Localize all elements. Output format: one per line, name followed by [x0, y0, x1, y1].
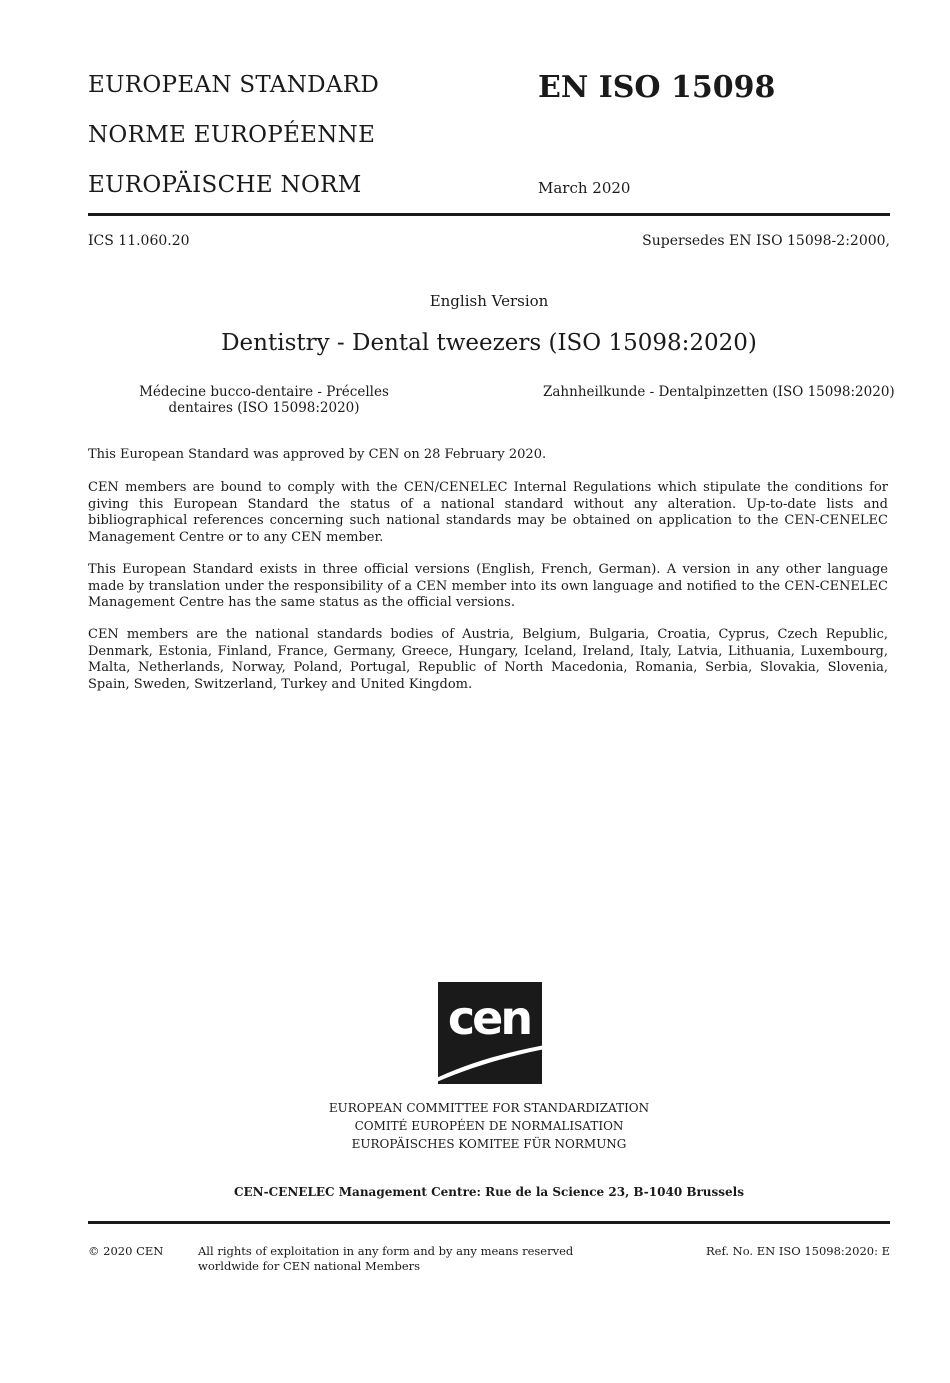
- cen-logo-graphic: [438, 982, 550, 1084]
- title-french: NORME EUROPÉENNE: [88, 122, 376, 148]
- compliance-paragraph: CEN members are bound to comply with the CEN/CENELEC Internal Regulations which stipulate the conditions for giving this European Standard the status of a national standard without any alteration. Up-to-date lists and bibliographical references concerning such national standards may be obtained on application to the CEN-CENELEC Management Centre or to any CEN member.: [88, 480, 888, 545]
- committee-german: EUROPÄISCHES KOMITEE FÜR NORMUNG: [351, 1137, 627, 1151]
- version-label: English Version: [429, 292, 549, 310]
- publication-date: March 2020: [538, 179, 631, 197]
- committee-english: EUROPEAN COMMITTEE FOR STANDARDIZATION: [328, 1101, 650, 1115]
- cen-logo: [438, 982, 550, 1084]
- header-divider: [88, 213, 890, 216]
- management-centre-address: CEN-CENELEC Management Centre: Rue de la Science 23, B-1040 Brussels: [233, 1185, 744, 1199]
- members-paragraph: CEN members are the national standards bodies of Austria, Belgium, Bulgaria, Croatia, Cyprus, Czech Republic, Denmark, Estonia, Finland, France, Germany, Greece, Hungary, Iceland, Ireland, Italy, Latvia, Lithuania, Luxembourg, Malta, Netherlands, Norway, Poland, Portugal, Republic of North Macedonia, Romania, Serbia, Slovakia, Slovenia, Spain, Sweden, Switzerland, Turkey and United Kingdom.: [88, 627, 888, 692]
- approval-paragraph: This European Standard was approved by CEN on 28 February 2020.: [88, 447, 547, 462]
- title-french-translation: [100, 384, 428, 416]
- standard-number: EN ISO 15098: [538, 70, 776, 105]
- rights-statement: [198, 1244, 573, 1274]
- title-english: EUROPEAN STANDARD: [88, 72, 380, 98]
- ics-code: ICS 11.060.20: [88, 233, 190, 249]
- versions-paragraph: This European Standard exists in three official versions (English, French, German). A version in any other language made by translation under the responsibility of a CEN member into its own language and notified to the CEN-CENELEC Management Centre has the same status as the official versions.: [88, 562, 888, 610]
- committee-names: [0, 1099, 950, 1153]
- title-german: EUROPÄISCHE NORM: [88, 172, 362, 198]
- rights-line-2: worldwide for CEN national Members: [198, 1259, 421, 1273]
- title-french-line-1: Médecine bucco-dentaire - Précelles: [139, 384, 389, 400]
- title-german-translation: Zahnheilkunde - Dentalpinzetten (ISO 15098:2020): [543, 384, 895, 400]
- committee-french: COMITÉ EUROPÉEN DE NORMALISATION: [354, 1119, 624, 1133]
- main-title: Dentistry - Dental tweezers (ISO 15098:2020): [221, 330, 757, 356]
- footer-divider: [88, 1221, 890, 1224]
- cen-logo-text: cen: [447, 991, 531, 1045]
- rights-line-1: All rights of exploitation in any form and by any means reserved: [198, 1244, 574, 1258]
- title-french-line-2: dentaires (ISO 15098:2020): [168, 400, 360, 416]
- copyright: © 2020 CEN: [88, 1244, 164, 1258]
- supersedes-note: Supersedes EN ISO 15098-2:2000,: [642, 233, 890, 249]
- reference-number: Ref. No. EN ISO 15098:2020: E: [706, 1244, 890, 1258]
